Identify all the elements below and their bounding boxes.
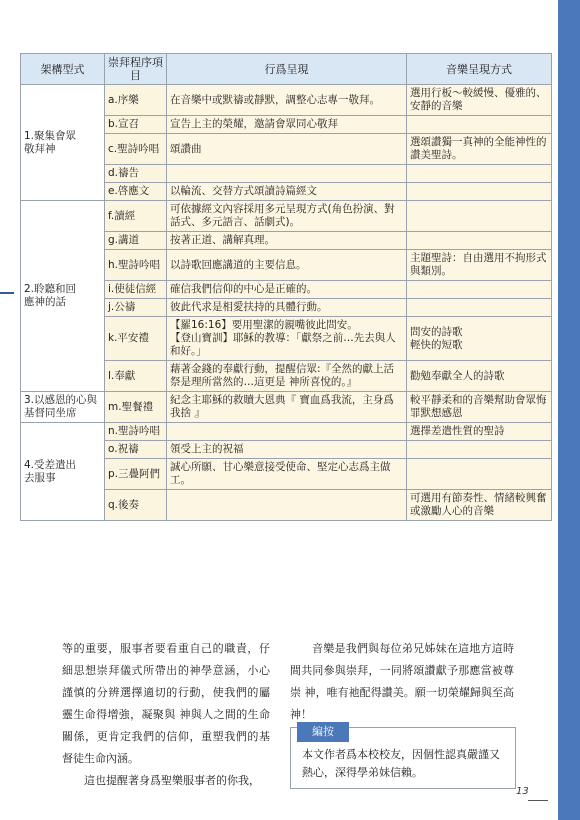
body-column-left [62, 638, 270, 792]
action-cell: 【羅16:16】要用聖潔的親嘴彼此問安。 【登山寶訓】耶穌的教導：「獻祭之前…先去與人和好。」 [167, 317, 407, 361]
action-cell: 可依據經文內容採用多元呈現方式(角色扮演、對話式、多元語言、話劇式)。 [167, 201, 407, 232]
step-cell: f.讀經 [105, 201, 167, 232]
action-cell [167, 423, 407, 441]
music-cell [407, 116, 552, 134]
step-cell: i.使徒信經 [105, 281, 167, 299]
music-cell: 可選用有節奏性、情緒較興奮或激勵人心的音樂 [407, 490, 552, 521]
music-cell [407, 201, 552, 232]
header-action: 行爲呈現 [167, 54, 407, 85]
structure-cell: 2.聆聽和回 應神的話 [21, 201, 105, 392]
music-cell [407, 299, 552, 317]
step-cell: p.三疊阿們 [105, 459, 167, 490]
action-cell: 彼此代求是相愛扶持的具體行動。 [167, 299, 407, 317]
worship-order-table [20, 53, 552, 521]
music-cell: 選用行板～較緩慢、優雅的、安靜的音樂 [407, 85, 552, 116]
structure-cell: 4.受差遣出 去服事 [21, 423, 105, 521]
body-paragraph: 這也提醒著身爲聖樂服事者的你我， [84, 774, 260, 787]
action-cell: 紀念主耶穌的救贖大恩典『 寶血爲我流，主身爲我捨 』 [167, 392, 407, 423]
action-cell: 宣告上主的榮耀，邀請會眾同心敬拜 [167, 116, 407, 134]
step-cell: b.宣召 [105, 116, 167, 134]
action-cell: 以輪流、交替方式頌讀詩篇經文 [167, 183, 407, 201]
table-row [21, 392, 552, 423]
structure-cell: 3.以感恩的心與 基督同坐席 [21, 392, 105, 423]
body-column-right [290, 638, 514, 726]
step-cell: m.聖餐禮 [105, 392, 167, 423]
music-cell: 勸勉奉獻全人的詩歌 [407, 361, 552, 392]
music-cell [407, 232, 552, 250]
header-structure: 架構型式 [21, 54, 105, 85]
table-header-row [21, 54, 552, 85]
step-cell: o.祝禱 [105, 441, 167, 459]
music-cell [407, 281, 552, 299]
table-row [21, 85, 552, 116]
body-paragraph: 音樂是我們與每位弟兄姊妹在這地方這時間共同參與崇拜，一同將頌讚獻予那應當被尊崇 神，唯有祂配得讚美。願一切榮耀歸與至高 神！ [290, 642, 514, 721]
action-cell: 藉著金錢的奉獻行動，提醒信眾:『全然的獻上活祭是理所當然的…這更是 神所喜悅的。』 [167, 361, 407, 392]
action-cell: 頌讚曲 [167, 134, 407, 165]
editor-note-text: 本文作者爲本校校友，因個性認真嚴謹又熱心，深得學弟妹信賴。 [302, 748, 500, 779]
music-cell [407, 183, 552, 201]
step-cell: c.聖詩吟唱 [105, 134, 167, 165]
side-accent-bar [558, 0, 580, 820]
music-cell: 問安的詩歌 輕快的短歌 [407, 317, 552, 361]
header-music: 音樂呈現方式 [407, 54, 552, 85]
step-cell: q.後奏 [105, 490, 167, 521]
page-number-rule [528, 800, 548, 801]
body-paragraph: 等的重要，服事者要看重自己的職責，仔細思想崇拜儀式所帶出的神學意涵，小心謹慎的分辨選擇適切的行動，使我們的屬靈生命得增強，凝聚與 神與人之間的生命關係，更肯定我們的信仰，重塑我們的基督徒生命內涵。 [62, 642, 270, 765]
step-cell: a.序樂 [105, 85, 167, 116]
table-body [21, 85, 552, 521]
action-cell: 誠心所願、甘心樂意接受使命、堅定心志爲主做工。 [167, 459, 407, 490]
step-cell: d.禱告 [105, 165, 167, 183]
step-cell: h.聖詩吟唱 [105, 250, 167, 281]
action-cell: 確信我們信仰的中心是正確的。 [167, 281, 407, 299]
action-cell [167, 490, 407, 521]
music-cell: 主題聖詩：自由選用不拘形式與類別。 [407, 250, 552, 281]
step-cell: n.聖詩吟唱 [105, 423, 167, 441]
music-cell: 選頌讚獨一真神的全能神性的讚美聖詩。 [407, 134, 552, 165]
step-cell: l.奉獻 [105, 361, 167, 392]
music-cell [407, 441, 552, 459]
action-cell: 領受上主的祝福 [167, 441, 407, 459]
action-cell: 以詩歌回應講道的主要信息。 [167, 250, 407, 281]
action-cell: 在音樂中或默禱或靜默，調整心志專一敬拜。 [167, 85, 407, 116]
header-step: 崇拜程序項目 [105, 54, 167, 85]
structure-cell: 1.聚集會眾 敬拜神 [21, 85, 105, 201]
step-cell: k.平安禮 [105, 317, 167, 361]
music-cell [407, 459, 552, 490]
page-number: 13 [516, 786, 529, 797]
music-cell: 較平靜柔和的音樂幫助會眾悔罪默想感恩 [407, 392, 552, 423]
music-cell: 選擇差遣性質的聖詩 [407, 423, 552, 441]
step-cell: g.講道 [105, 232, 167, 250]
table-row [21, 201, 552, 232]
step-cell: j.公禱 [105, 299, 167, 317]
action-cell [167, 165, 407, 183]
music-cell [407, 165, 552, 183]
left-margin-marker [0, 292, 14, 294]
step-cell: e.啓應文 [105, 183, 167, 201]
table-row [21, 423, 552, 441]
action-cell: 按著正道、講解真理。 [167, 232, 407, 250]
editor-note-label: 編按 [297, 722, 349, 742]
